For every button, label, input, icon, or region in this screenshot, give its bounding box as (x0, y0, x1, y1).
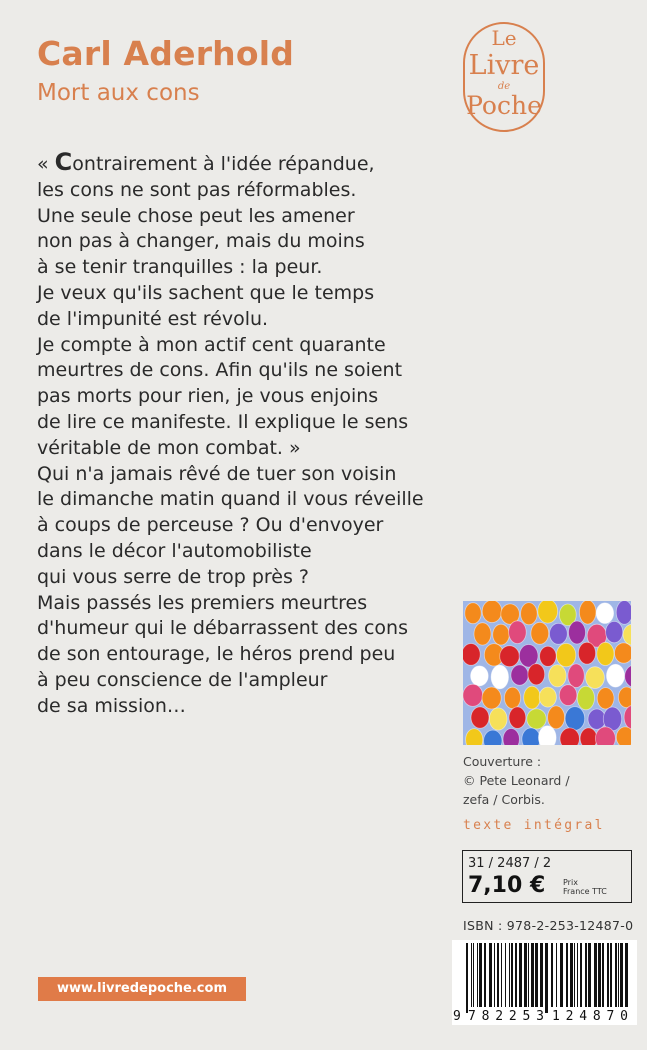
balloon (597, 688, 614, 709)
balloons-image (463, 601, 631, 745)
barcode-bar (607, 943, 609, 1007)
balloon (465, 603, 481, 624)
barcode-bar (519, 943, 522, 1007)
barcode-bar (585, 943, 587, 1007)
logo-line-de: de (497, 81, 511, 92)
barcode-right-digits: 124870 (552, 1009, 628, 1024)
cover-credit (463, 752, 570, 809)
dropcap-letter: C (54, 148, 73, 176)
blurb-line: Je compte à mon actif cent quarante (37, 333, 386, 356)
barcode (452, 940, 637, 1025)
balloon (550, 623, 568, 644)
author-name: Carl Aderhold (37, 34, 295, 73)
price-note-line: France TTC (563, 887, 607, 896)
balloon (489, 708, 507, 730)
catalog-code: 31 / 2487 / 2 (468, 856, 552, 871)
balloon (509, 707, 526, 729)
barcode-bar (615, 943, 617, 1007)
barcode-bar (551, 943, 553, 1007)
barcode-bar (610, 943, 612, 1007)
balloon (595, 727, 615, 745)
blurb-line: de sa mission… (37, 694, 186, 717)
balloon (471, 666, 489, 686)
balloon (549, 665, 567, 687)
barcode-bar (588, 943, 591, 1007)
blurb-line: qui vous serre de trop près ? (37, 565, 309, 588)
cover-photo-balloons (463, 601, 631, 745)
barcode-bar (509, 943, 510, 1007)
balloon (615, 643, 632, 663)
logo-line-le: Le (491, 26, 517, 50)
barcode-bar (489, 943, 492, 1007)
balloon (524, 686, 541, 709)
barcode-bar (479, 943, 482, 1007)
balloon (511, 665, 528, 685)
barcode-bar (505, 943, 506, 1007)
barcode-bar (477, 943, 478, 1007)
blurb-text (37, 150, 437, 720)
balloon (493, 624, 510, 645)
balloon (569, 621, 586, 644)
blurb-first-line-rest: ontrairement à l'idée répandue, (72, 153, 375, 175)
edition-note: texte intégral (463, 818, 605, 833)
barcode-bar (501, 943, 502, 1007)
barcode-bar (577, 943, 578, 1007)
balloon (521, 603, 538, 625)
blurb-line: non pas à changer, mais du moins (37, 230, 365, 253)
price-note-line: Prix (563, 878, 578, 887)
barcode-bar (545, 943, 548, 1013)
blurb-line: de lire ce manifeste. Il explique le sens (37, 410, 409, 433)
blurb-line: de son entourage, le héros prend peu (37, 643, 396, 666)
barcode-bar (620, 943, 623, 1007)
barcode-bar (598, 943, 601, 1007)
balloon (539, 726, 557, 745)
balloon (463, 644, 480, 666)
barcode-bar (618, 943, 619, 1007)
credit-line: © Pete Leonard / (463, 773, 570, 788)
balloon (531, 622, 549, 644)
blurb-line: les cons ne sont pas réformables. (37, 178, 357, 201)
blurb-line: de l'impunité est révolu. (37, 307, 269, 330)
barcode-left-digits: 782253 (468, 1009, 544, 1024)
blurb-line: d'humeur qui le débarrassent des cons (37, 617, 408, 640)
balloon (491, 665, 508, 689)
logo-line-poche: Poche (466, 91, 542, 120)
barcode-bar (625, 943, 628, 1007)
barcode-bar (574, 943, 575, 1007)
barcode-bar (473, 943, 474, 1007)
balloon (539, 687, 556, 707)
barcode-bar (466, 943, 468, 1013)
barcode-bar (556, 943, 557, 1007)
blurb-line: meurtres de cons. Afin qu'ils ne soient (37, 359, 403, 382)
barcode-bar (528, 943, 529, 1007)
blurb-line: Qui n'a jamais rêvé de tuer son voisin (37, 462, 397, 485)
balloon (556, 643, 575, 666)
balloon (618, 687, 631, 708)
barcode-bar (540, 943, 543, 1007)
balloon (471, 707, 489, 728)
balloon (500, 646, 520, 667)
blurb-line: à coups de perceuse ? Ou d'envoyer (37, 514, 384, 537)
balloon (548, 706, 565, 729)
price-amount: 7,10 € (468, 873, 546, 898)
price-note (563, 878, 607, 896)
balloon (597, 642, 614, 665)
balloon (527, 709, 546, 729)
balloon (482, 601, 502, 623)
balloon (504, 687, 520, 708)
blurb-line: véritable de mon combat. » (37, 436, 301, 459)
barcode-bar (471, 943, 472, 1007)
blurb-line: Mais passés les premiers meurtres (37, 591, 368, 614)
blurb-line: à peu conscience de l'ampleur (37, 668, 328, 691)
balloon (528, 664, 545, 685)
balloon (607, 664, 625, 687)
barcode-bar (524, 943, 527, 1007)
balloon (616, 601, 631, 624)
balloon (509, 621, 527, 644)
balloon (577, 686, 594, 710)
credit-line: Couverture : (463, 754, 542, 769)
balloon (565, 707, 585, 731)
price-box (462, 850, 632, 903)
barcode-bar (511, 943, 513, 1007)
barcode-bar (497, 943, 499, 1007)
blurb-line: le dimanche matin quand il vous réveille (37, 488, 424, 511)
blurb-line: Je veux qu'ils sachent que le temps (37, 281, 375, 304)
barcode-bar (531, 943, 534, 1007)
balloon (482, 687, 501, 709)
website-link[interactable]: www.livredepoche.com (38, 977, 246, 1001)
balloon (568, 664, 584, 688)
balloon (560, 728, 579, 745)
balloon (559, 685, 577, 706)
book-title: Mort aux cons (37, 80, 200, 106)
credit-line: zefa / Corbis. (463, 792, 545, 807)
balloon (540, 646, 557, 666)
balloon (463, 684, 483, 706)
barcode-bar (560, 943, 563, 1007)
balloon (538, 601, 558, 623)
isbn-number: ISBN : 978-2-253-12487-0 (463, 918, 634, 933)
opening-quote: « (37, 153, 55, 175)
barcode-bar (580, 943, 582, 1007)
barcode-bar (535, 943, 538, 1007)
balloon (474, 623, 491, 645)
balloon (586, 667, 605, 689)
barcode-first-digit: 9 (453, 1009, 461, 1024)
logo-line-livre: Livre (468, 50, 540, 81)
blurb-line: Une seule chose peut les amener (37, 204, 355, 227)
barcode-bar (515, 943, 517, 1007)
livre-de-poche-logo (463, 22, 545, 132)
barcode-bar (494, 943, 495, 1007)
barcode-bar (602, 943, 604, 1007)
blurb-line: pas morts pour rien, je vous enjoins (37, 385, 379, 408)
balloon (596, 603, 613, 624)
balloon (580, 728, 597, 745)
barcode-bars (466, 943, 628, 1013)
balloon (606, 621, 623, 642)
blurb-line: à se tenir tranquilles : la peur. (37, 256, 323, 279)
barcode-bar (570, 943, 573, 1007)
balloon (503, 729, 519, 746)
balloon (578, 642, 595, 664)
blurb-line: dans le décor l'automobiliste (37, 539, 312, 562)
barcode-bar (484, 943, 486, 1007)
barcode-bar (594, 943, 597, 1007)
barcode-bar (566, 943, 568, 1007)
balloon (579, 601, 596, 624)
blurb-line (37, 150, 437, 178)
